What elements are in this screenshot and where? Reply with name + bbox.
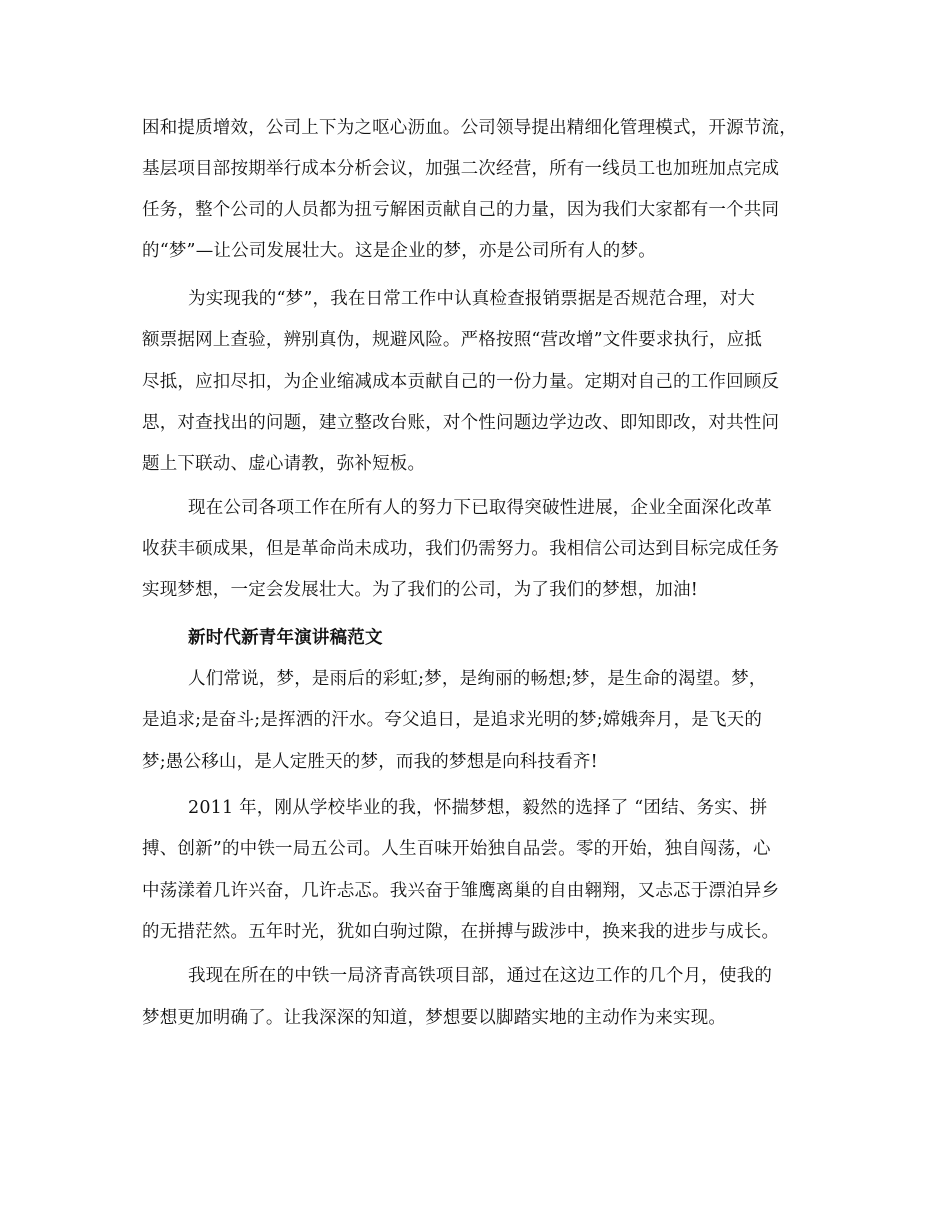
text-line: 基层项目部按期举行成本分析会议，加强二次经营，所有一线员工也加班加点完成	[142, 159, 780, 179]
text-line: 搏、创新”的中铁一局五公司。人生百味开始独自品尝。零的开始，独自闯荡，心	[142, 839, 771, 859]
text-line: 的“梦”—让公司发展壮大。这是企业的梦，亦是公司所有人的梦。	[142, 241, 656, 261]
text-line: 2011 年，刚从学校毕业的我，怀揣梦想，毅然的选择了 “团结、务实、拼	[188, 798, 768, 818]
text-line: 人们常说，梦，是雨后的彩虹;梦，是绚丽的畅想;梦，是生命的渴望。梦，	[188, 669, 767, 689]
text-line: 困和提质增效，公司上下为之呕心沥血。公司领导提出精细化管理模式，开源节流，	[142, 118, 797, 138]
text-line: 为实现我的“梦”，我在日常工作中认真检查报销票据是否规范合理，对大	[188, 289, 755, 309]
text-line: 题上下联动、虚心请教，弥补短板。	[142, 454, 426, 474]
text-line: 尽抵，应扣尽扣，为企业缩减成本贡献自己的一份力量。定期对自己的工作回顾反	[142, 372, 780, 392]
text-line: 额票据网上查验，辨别真伪，规避风险。严格按照“营改增”文件要求执行，应抵	[142, 330, 763, 350]
text-line: 实现梦想，一定会发展壮大。为了我们的公司，为了我们的梦想，加油!	[142, 580, 698, 600]
text-line: 梦;愚公移山，是人定胜天的梦，而我的梦想是向科技看齐!	[142, 752, 598, 772]
text-line: 现在公司各项工作在所有人的努力下已取得突破性进展，企业全面深化改革	[188, 498, 773, 518]
text-line: 我现在所在的中铁一局济青高铁项目部，通过在这边工作的几个月，使我的	[188, 966, 773, 986]
text-line: 是追求;是奋斗;是挥洒的汗水。夸父追日，是追求光明的梦;嫦娥奔月，是飞天的	[142, 710, 763, 730]
text-line: 中荡漾着几许兴奋，几许忐忑。我兴奋于雏鹰离巢的自由翱翔，又忐忑于漂泊异乡	[142, 881, 780, 901]
text-line: 任务，整个公司的人员都为扭亏解困贡献自己的力量，因为我们大家都有一个共同	[142, 200, 780, 220]
text-line: 思，对查找出的问题，建立整改台账，对个性问题边学边改、即知即改，对共性问	[142, 413, 780, 433]
text-line: 收获丰硕成果，但是革命尚未成功，我们仍需努力。我相信公司达到目标完成任务	[142, 539, 780, 559]
text-line: 梦想更加明确了。让我深深的知道，梦想要以脚踏实地的主动作为来实现。	[142, 1008, 727, 1028]
text-line: 的无措茫然。五年时光，犹如白驹过隙，在拼搏与跋涉中，换来我的进步与成长。	[142, 922, 780, 942]
section-heading: 新时代新青年演讲稿范文	[188, 628, 383, 648]
